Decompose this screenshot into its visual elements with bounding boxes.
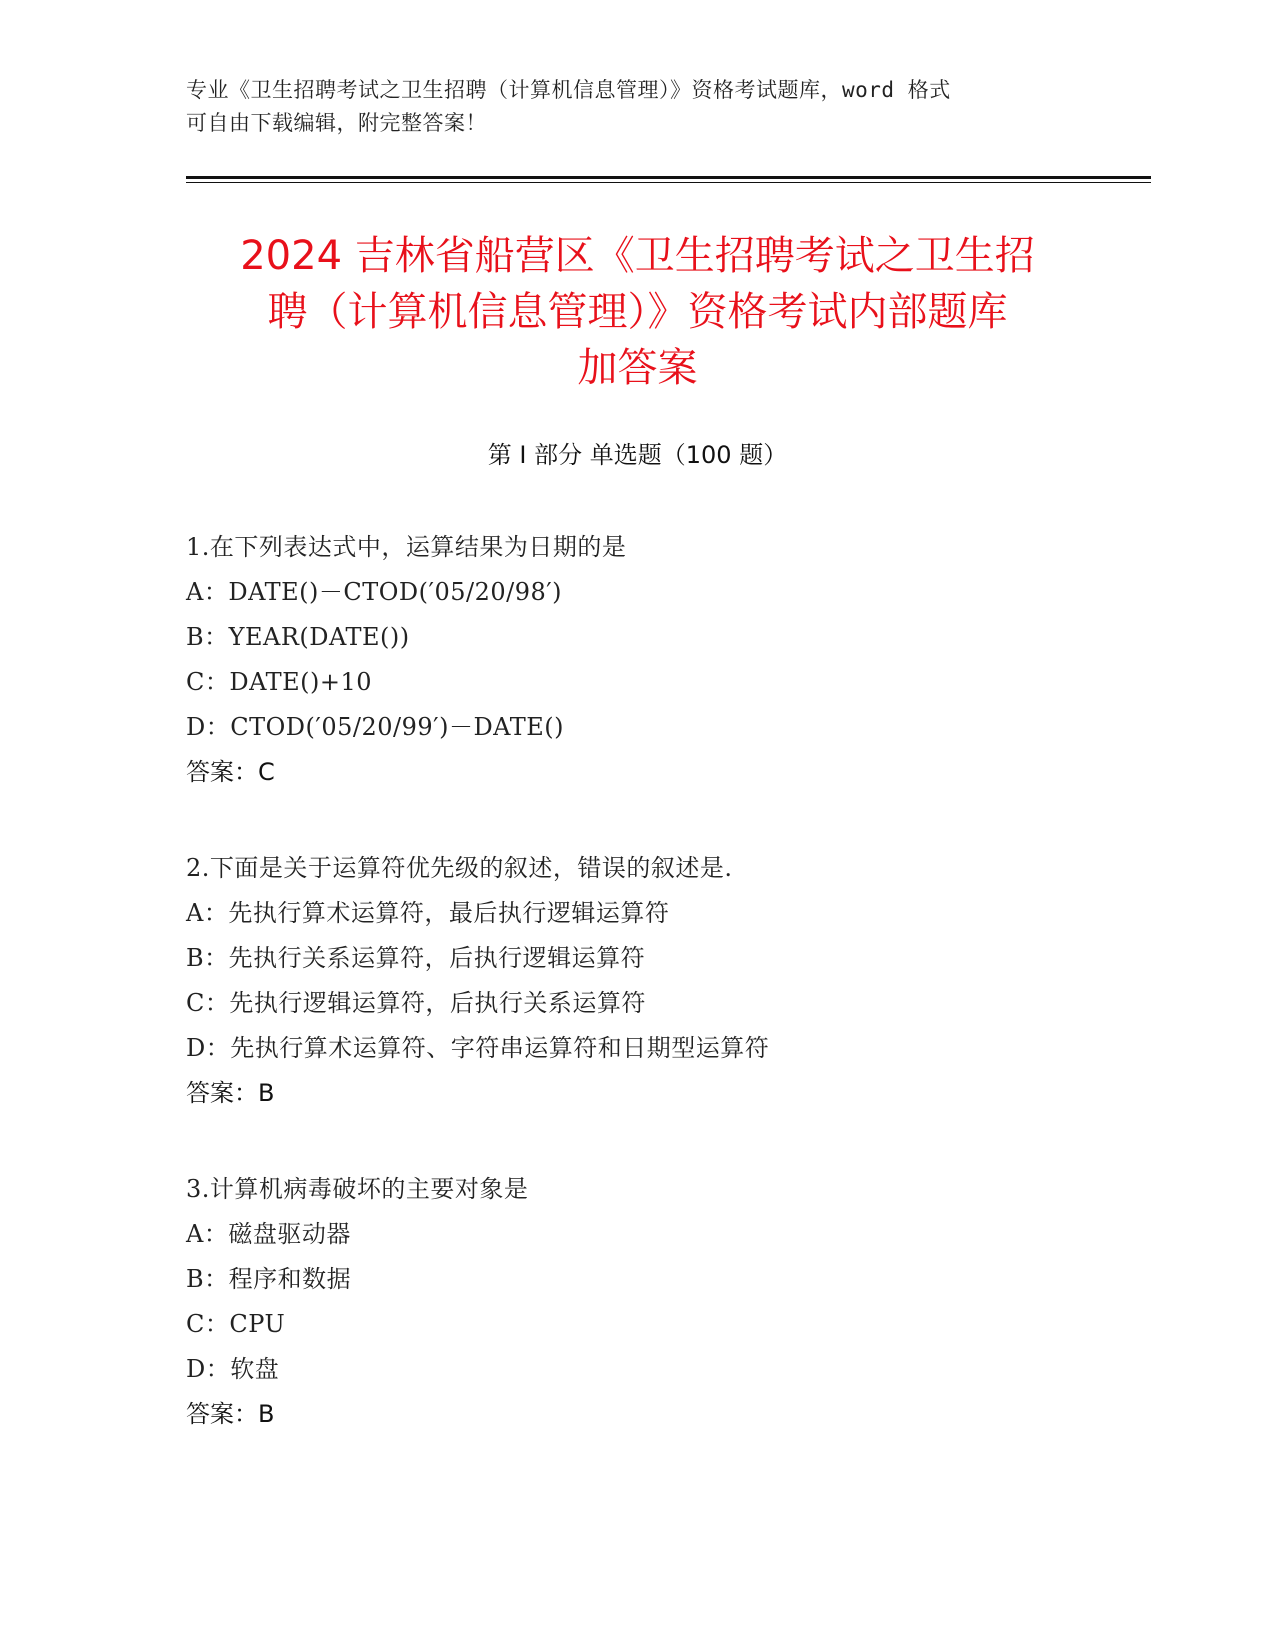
title-line-2: 聘（计算机信息管理）》资格考试内部题库 <box>267 289 1008 335</box>
document-title <box>160 228 1115 396</box>
option-b: B：程序和数据 <box>186 1265 352 1293</box>
option-c: C：CPU <box>186 1310 286 1338</box>
question-3 <box>186 1167 1146 1437</box>
option-a: A：DATE()－CTOD(′05/20/98′) <box>186 578 563 606</box>
question-stem: 2.下面是关于运算符优先级的叙述，错误的叙述是. <box>186 854 733 882</box>
answer-line: 答案：C <box>186 758 275 786</box>
option-c: C：DATE()+10 <box>186 668 373 696</box>
option-a: A：先执行算术运算符，最后执行逻辑运算符 <box>186 899 670 927</box>
question-stem: 1.在下列表达式中，运算结果为日期的是 <box>186 533 627 561</box>
question-1 <box>186 525 1146 795</box>
option-a: A：磁盘驱动器 <box>186 1220 351 1248</box>
answer-line: 答案：B <box>186 1079 275 1107</box>
option-d: D：先执行算术运算符、字符串运算符和日期型运算符 <box>186 1034 770 1062</box>
section-heading: 第 I 部分 单选题（100 题） <box>487 441 788 469</box>
header-note <box>186 74 1086 140</box>
option-d: D：软盘 <box>186 1355 280 1383</box>
option-b: B：先执行关系运算符，后执行逻辑运算符 <box>186 944 646 972</box>
header-divider-thin <box>186 182 1151 183</box>
title-line-3: 加答案 <box>577 345 698 391</box>
option-d: D：CTOD(′05/20/99′)－DATE() <box>186 713 564 741</box>
question-2 <box>186 846 1146 1116</box>
header-note-line-2: 可自由下载编辑，附完整答案！ <box>186 111 487 135</box>
question-list <box>186 525 1146 1488</box>
header-note-line-1: 专业《卫生招聘考试之卫生招聘（计算机信息管理）》资格考试题库，word 格式 <box>186 78 951 102</box>
header-divider-thick <box>186 176 1151 179</box>
title-line-1: 2024 吉林省船营区《卫生招聘考试之卫生招 <box>240 233 1035 279</box>
question-stem: 3.计算机病毒破坏的主要对象是 <box>186 1175 529 1203</box>
option-b: B：YEAR(DATE()) <box>186 623 410 651</box>
option-c: C：先执行逻辑运算符，后执行关系运算符 <box>186 989 646 1017</box>
answer-line: 答案：B <box>186 1400 275 1428</box>
